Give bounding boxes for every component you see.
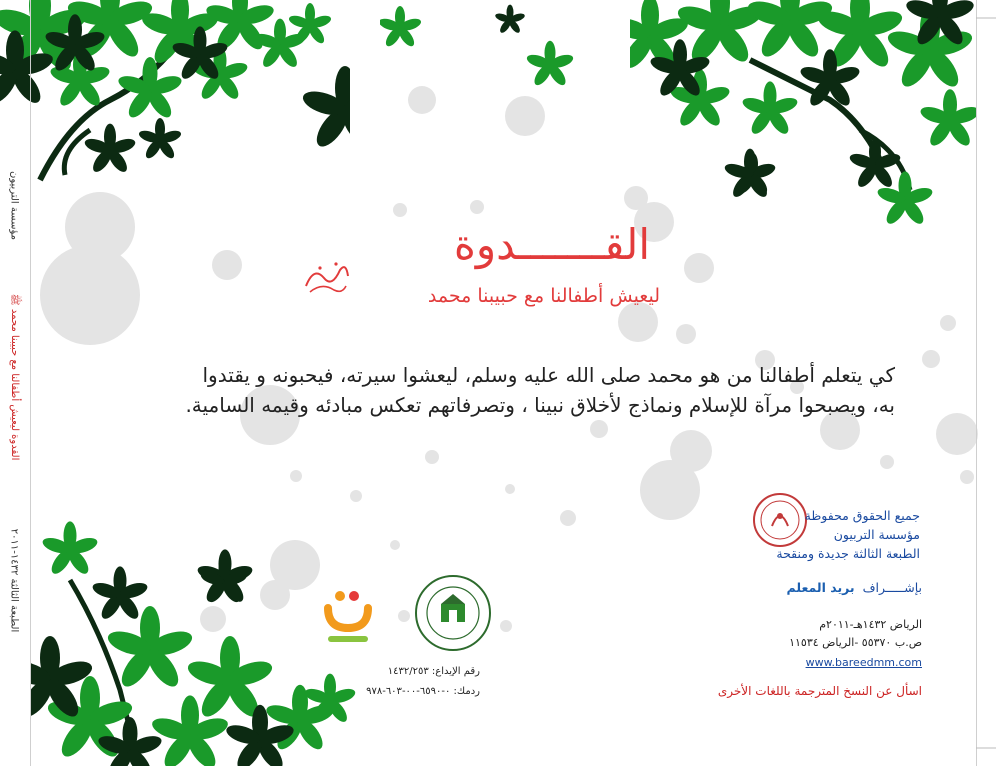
spine-title: القدوة ليعيش أطفالنا مع حبيبنا محمد ﷺ [9,293,20,461]
foliage-bottom-left [30,520,360,766]
isbn-number: ردمك: ٠-٦٥٩٠-٠٠-٦٠٣-٩٧٨ [366,686,480,697]
spine-divider [30,0,31,766]
small-leaf-cluster [200,558,260,608]
city-date: الرياض ١٤٣٢هـ-٢٠١١م [819,618,922,631]
foliage-top-right [630,0,976,230]
t-letter-logo [320,584,376,648]
arab-bureau-seal-logo [414,574,492,652]
supervision-label: بإشـــــراف [862,580,922,595]
floating-leaves [380,0,600,110]
deposit-number: رقم الإيداع: ١٤٣٢/٢٥٣ [387,666,480,677]
supervisor-logo: بريد المعلم [786,580,855,595]
website-link[interactable]: www.bareedmm.com [805,656,922,669]
publisher-info-block [620,506,920,563]
po-box: ص.ب ٥٥٣٧٠ -الرياض ١١٥٣٤ [789,636,922,649]
spine [4,120,26,640]
small-leaf-right [728,150,778,200]
supervision-line [770,580,922,595]
page-edge-marks [976,0,1000,766]
spine-edition: الطبعة الثالثة ١٤٣٢-٢٠١١ [8,528,20,633]
spine-publisher: مؤسسة التربيون [8,170,20,241]
book-title: القـــــــدوة [453,220,650,269]
foliage-top-left [0,0,350,200]
translations-note: اسأل عن النسخ المترجمة باللغات الأخرى [717,684,922,698]
description-line-2: به، ويصبحوا مرآة للإسلام ونماذج لأخلاق نبينا ، وتصرفاتهم تعكس مبادئه وقيمه السامية. [185,393,895,417]
book-subtitle: ليعيش أطفالنا مع حبيبنا محمد [427,285,660,307]
foundation-name: مؤسسة التربيون [833,527,920,542]
description-line-1: كي يتعلم أطفالنا من هو محمد صلى الله عليه وسلم، ليعشوا سيرته، فيحبونه و يقتدوا [202,363,895,387]
rights-reserved: جميع الحقوق محفوظة [804,508,920,523]
pbuh-calligraphy-icon [300,256,352,296]
book-description [95,360,895,420]
edition-note: الطبعة الثالثة جديدة ومنقحة [776,546,920,561]
